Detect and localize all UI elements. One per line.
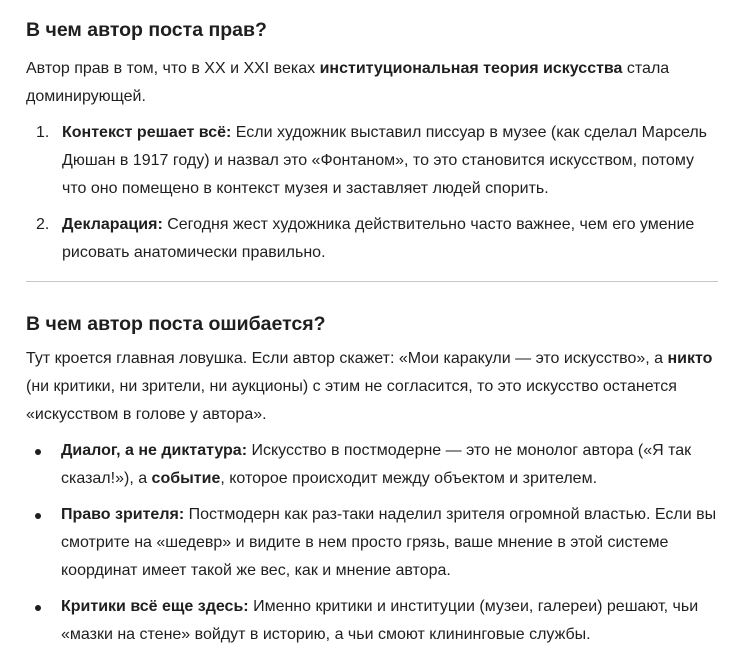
item-bold: событие [151,470,221,487]
intro-text: (ни критики, ни зрители, ни аукционы) с этим не согласится, то это искусство останется «искусством в голове у автора». [26,378,677,423]
intro-text: Тут кроется главная ловушка. Если автор скажет: «Мои каракули — это искусство», а [26,350,668,367]
list-item [26,437,718,493]
section-intro-wrong [26,345,718,429]
item-bold: Декларация: [62,216,163,233]
list-item [26,119,718,203]
numbered-list [26,119,718,267]
section-intro-right [26,55,718,111]
list-number: 1. [36,124,50,141]
intro-bold: институциональная теория искусства [319,60,623,77]
bullet-icon [35,605,41,611]
item-bold: Контекст решает всё: [62,124,232,141]
item-bold: Право зрителя: [61,506,185,523]
item-text: Искусство в постмодерне — это не монолог автора («Я так сказал!»), а [61,442,692,487]
bullet-list [26,437,718,649]
list-item [26,501,718,585]
intro-bold: никто [667,350,713,367]
item-bold: Критики всё еще здесь: [61,598,249,615]
item-text: Постмодерн как раз-таки наделил зрителя огромной властью. Если вы смотрите на «шедевр» и видите в нем просто грязь, ваше мнение в этой системе координат имеет такой же вес, как и мнение автора. [61,506,717,579]
section-heading-wrong: В чем автор поста ошибается? [26,313,326,335]
bullet-icon [35,513,41,519]
list-item [26,593,718,649]
item-text: Если художник выставил писсуар в музее (как сделал Марсель Дюшан в 1917 году) и назвал это «Фонтаном», то это становится искусством, потому что оно помещено в контекст музея и заставляет людей спорить. [62,124,707,197]
item-text: Сегодня жест художника действительно часто важнее, чем его умение рисовать анатомически правильно. [62,216,695,261]
list-item [26,211,718,267]
section-heading-right: В чем автор поста прав? [26,19,267,41]
item-text: Именно критики и институции (музеи, галереи) решают, чьи «мазки на стене» войдут в историю, а чьи смоют клининговые службы. [61,598,699,643]
bullet-icon [35,449,41,455]
intro-text: Автор прав в том, что в XX и XXI веках [26,60,320,77]
list-number: 2. [36,216,50,233]
intro-text: стала доминирующей. [26,60,670,105]
item-text: , которое происходит между объектом и зрителем. [220,470,598,487]
item-bold: Диалог, а не диктатура: [61,442,248,459]
section-divider [26,281,718,282]
